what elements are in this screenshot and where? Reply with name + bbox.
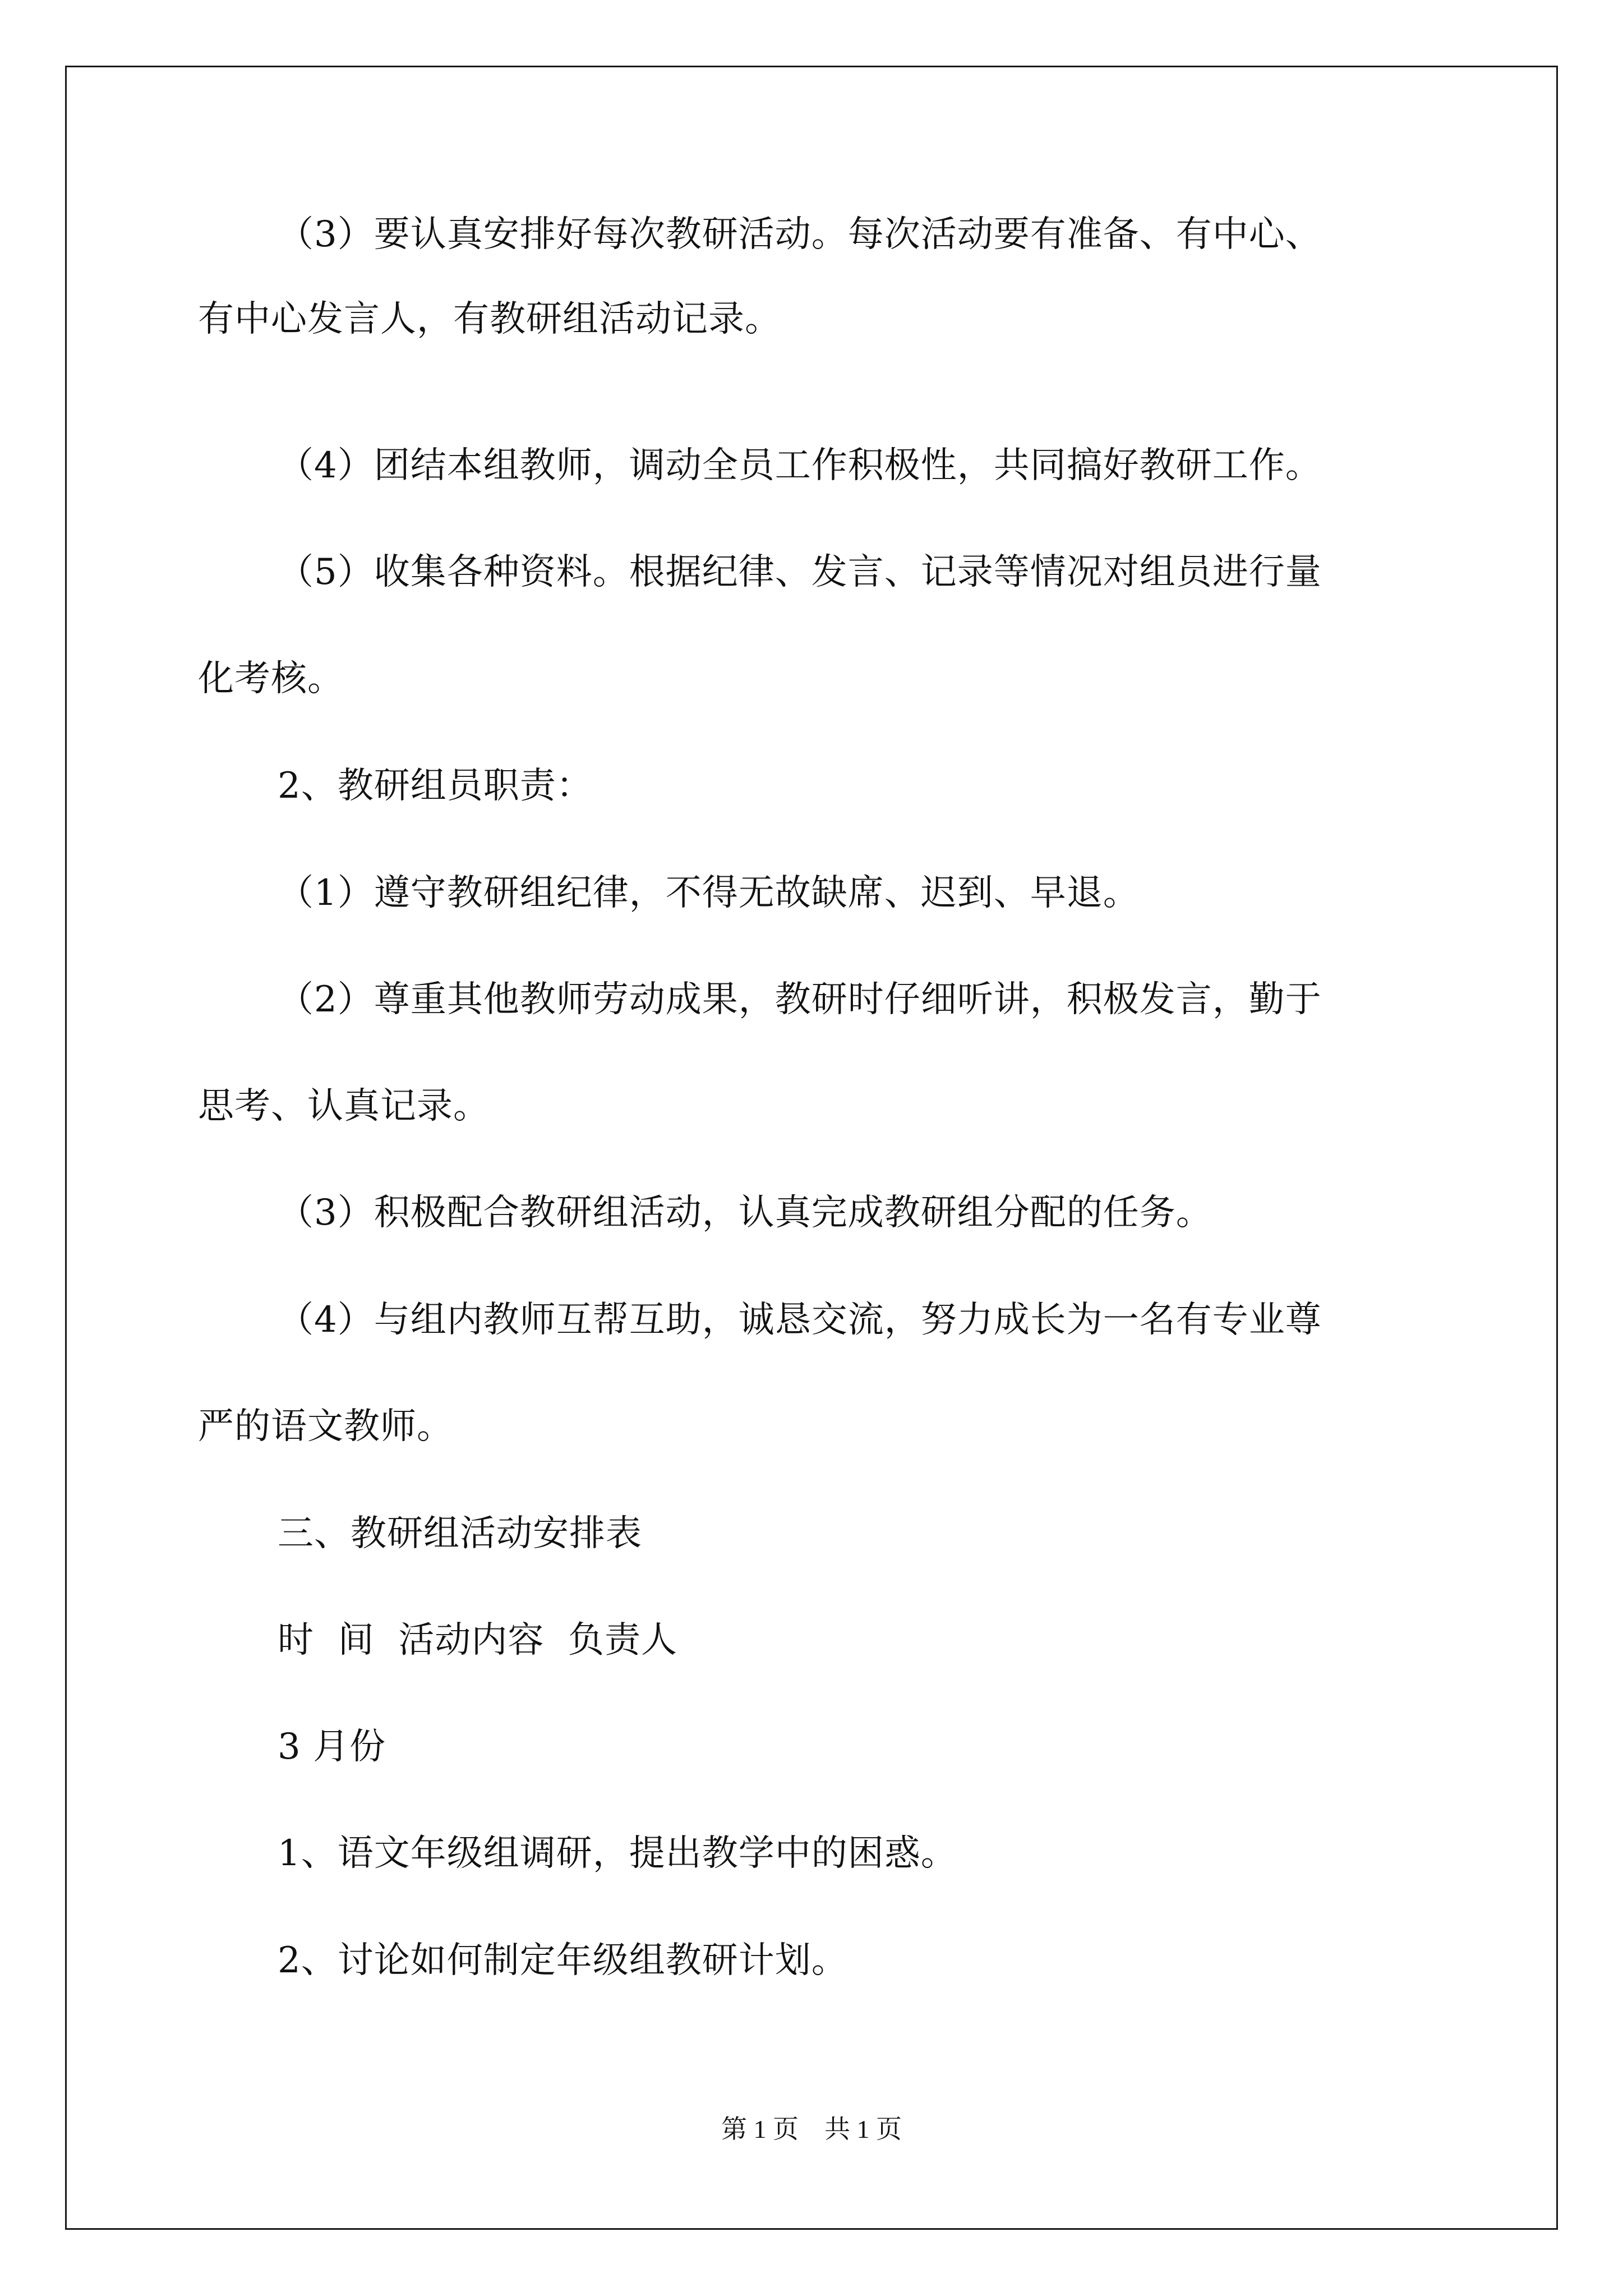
paragraph-line: 化考核。 bbox=[198, 658, 344, 700]
paragraph-line: 有中心发言人，有教研组活动记录。 bbox=[198, 298, 781, 340]
section-heading: 2、教研组员职责： bbox=[278, 765, 593, 807]
section-heading: 三、教研组活动安排表 bbox=[278, 1513, 642, 1554]
paragraph-line: （2）尊重其他教师劳动成果，教研时仔细听讲，积极发言，勤于 bbox=[278, 979, 1322, 1020]
paragraph-line: （3）积极配合教研组活动，认真完成教研组分配的任务。 bbox=[278, 1192, 1212, 1234]
paragraph-line: （3）要认真安排好每次教研活动。每次活动要有准备、有中心、 bbox=[278, 214, 1322, 255]
paragraph-line: （4）团结本组教师，调动全员工作积极性，共同搞好教研工作。 bbox=[278, 445, 1322, 486]
paragraph-line: 1、语文年级组调研，提出教学中的困惑。 bbox=[278, 1833, 957, 1874]
paragraph-line: （1）遵守教研组纪律，不得无故缺席、迟到、早退。 bbox=[278, 872, 1140, 914]
page-footer: 第 1 页 共 1 页 bbox=[721, 2115, 902, 2143]
paragraph-line: （4）与组内教师互帮互助，诚恳交流，努力成长为一名有专业尊 bbox=[278, 1299, 1322, 1341]
paragraph-line: 严的语文教师。 bbox=[198, 1406, 453, 1447]
paragraph-line: 思考、认真记录。 bbox=[198, 1085, 490, 1127]
page-border bbox=[65, 66, 1558, 2230]
paragraph-line: （5）收集各种资料。根据纪律、发言、记录等情况对组员进行量 bbox=[278, 551, 1322, 593]
paragraph-line: 2、讨论如何制定年级组教研计划。 bbox=[278, 1940, 848, 1981]
paragraph-line: 3 月份 bbox=[278, 1726, 386, 1768]
table-header-line: 时 间 活动内容 负责人 bbox=[278, 1619, 678, 1661]
